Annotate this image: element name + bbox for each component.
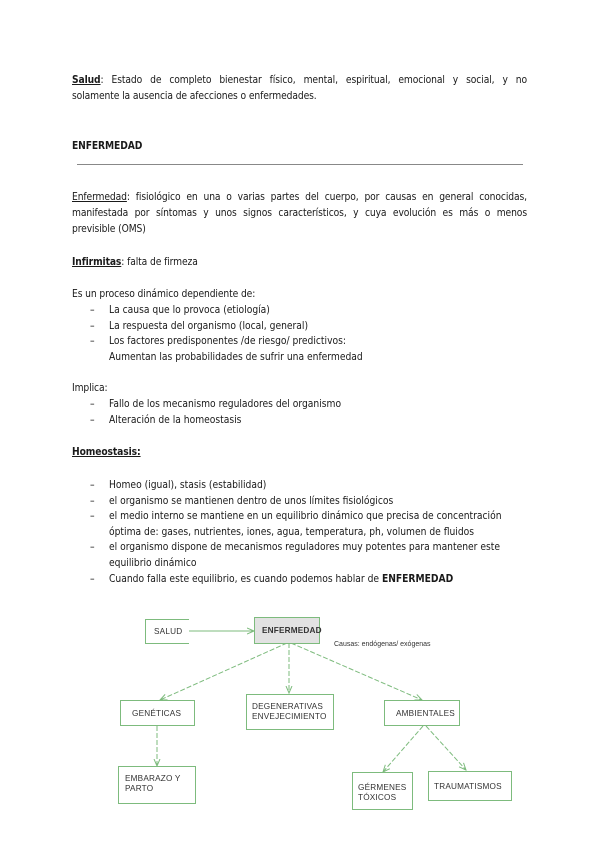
- enfermedad-definition-line1: Enfermedad: fisiológico en una o varias partes del cuerpo, por causas en general conocidas,: [72, 192, 527, 203]
- salud-term: Salud: [72, 75, 101, 86]
- list-item-continuation: equilibrio dinámico: [109, 557, 197, 569]
- arrow-enfermedad-geneticas: [160, 643, 287, 700]
- arrow-ambientales-traumatismos: [426, 726, 466, 770]
- list-item: – el organismo se mantienen dentro de unos límites fisiológicos: [90, 495, 394, 507]
- implica-intro: Implica:: [72, 383, 108, 394]
- list-item: – Fallo de los mecanismo reguladores del organismo: [90, 399, 342, 410]
- list-item-continuation: óptima de: gases, nutrientes, iones, agua, temperatura, ph, volumen de fluidos: [109, 526, 475, 538]
- enfermedad-term: Enfermedad: [72, 192, 127, 203]
- list-item: – el medio interno se mantiene en un equilibrio dinámico que precisa de concentración: [90, 511, 502, 523]
- arrow-enfermedad-ambientales: [291, 643, 422, 700]
- diagram-node-degenerativas: DEGENERATIVAS ENVEJECIMIENTO: [246, 694, 334, 730]
- salud-definition-line2: solamente la ausencia de afecciones o enfermedades.: [72, 91, 317, 102]
- diagram-node-enfermedad: ENFERMEDAD: [254, 617, 320, 644]
- diagram-node-germenes: GÉRMENES TÓXICOS: [352, 772, 413, 810]
- infirmitas-definition: Infirmitas: falta de firmeza: [72, 257, 198, 268]
- list-item-continuation: Aumentan las probabilidades de sufrir una enfermedad: [109, 351, 363, 363]
- section-heading: ENFERMEDAD: [72, 141, 143, 152]
- list-item: – Los factores predisponentes /de riesgo/ predictivos:: [90, 336, 346, 348]
- list-item: – Homeo (igual), stasis (estabilidad): [90, 480, 267, 491]
- salud-definition-line1: Salud: Estado de completo bienestar físico, mental, espiritual, emocional y social, y no: [72, 75, 527, 86]
- diagram-node-geneticas: GENÉTICAS: [120, 700, 195, 726]
- diagram-node-salud: SALUD: [145, 619, 189, 644]
- diagram-node-ambientales: AMBIENTALES: [384, 700, 460, 726]
- list-item: – La respuesta del organismo (local, general): [90, 320, 309, 332]
- enfermedad-definition-line3: previsible (OMS): [72, 224, 146, 235]
- arrow-ambientales-germenes: [383, 726, 423, 772]
- diagram-node-traumatismos: TRAUMATISMOS: [428, 771, 512, 801]
- proceso-intro: Es un proceso dinámico dependiente de:: [72, 289, 256, 300]
- infirmitas-term: Infirmitas: [72, 257, 122, 268]
- list-item: – el organismo dispone de mecanismos reguladores muy potentes para mantener este: [90, 542, 500, 554]
- homeostasis-heading: Homeostasis:: [72, 447, 141, 458]
- list-item: – Alteración de la homeostasis: [90, 414, 242, 426]
- diagram-note-causas: Causas: endógenas/ exógenas: [334, 641, 431, 648]
- enfermedad-definition-line2: manifestada por síntomas y unos signos característicos, y cuya evolución es más o menos: [72, 208, 527, 219]
- list-item: – Cuando falla este equilibrio, es cuando podemos hablar de ENFERMEDAD: [90, 573, 454, 585]
- diagram-node-embarazo: EMBARAZO Y PARTO: [118, 766, 196, 804]
- list-item: – La causa que lo provoca (etiología): [90, 305, 270, 316]
